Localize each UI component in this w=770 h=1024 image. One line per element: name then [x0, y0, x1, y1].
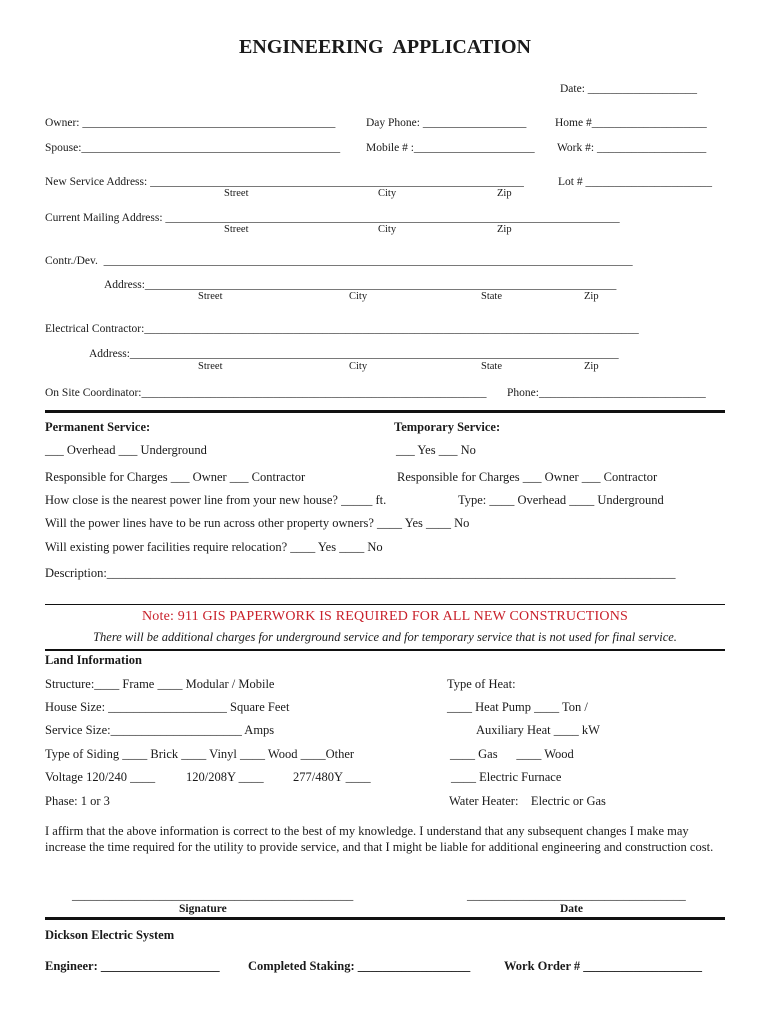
- voltage-277-480-field[interactable]: 277/480Y ____: [293, 770, 371, 784]
- home-phone-field[interactable]: Home #____________________: [555, 117, 707, 129]
- land-information-heading: Land Information: [45, 653, 142, 667]
- city-sublabel: City: [378, 188, 397, 199]
- street-sublabel: Street: [198, 361, 223, 372]
- section-divider: [45, 410, 725, 413]
- temporary-service-heading: Temporary Service:: [394, 420, 501, 434]
- gis-paperwork-note: Note: 911 GIS PAPERWORK IS REQUIRED FOR ALL NEW CONSTRUCTIONS: [141, 609, 629, 624]
- description-line: [45, 604, 725, 605]
- phase-field[interactable]: Phase: 1 or 3: [45, 794, 110, 808]
- lot-field[interactable]: Lot # ______________________: [558, 176, 712, 188]
- city-sublabel: City: [378, 224, 397, 235]
- owner-field[interactable]: Owner: ____________________________________________: [45, 117, 336, 129]
- contractor-developer-field[interactable]: Contr./Dev. ____________________________________________________________________________________________: [45, 255, 633, 267]
- zip-sublabel: Zip: [497, 188, 512, 199]
- voltage-120-208-field[interactable]: 120/208Y ____: [186, 770, 264, 784]
- siding-type-field[interactable]: Type of Siding ____ Brick ____ Vinyl ____ Wood ____Other: [45, 747, 355, 761]
- street-sublabel: Street: [224, 224, 249, 235]
- service-size-field[interactable]: Service Size:_____________________ Amps: [45, 723, 275, 737]
- mailing-address-field[interactable]: Current Mailing Address: _______________________________________________________________________________: [45, 212, 620, 224]
- temporary-type[interactable]: Type: ____ Overhead ____ Underground: [458, 493, 664, 507]
- voltage-120-240-field[interactable]: Voltage 120/240 ____: [45, 770, 156, 784]
- state-sublabel: State: [481, 291, 502, 302]
- heat-type-label: Type of Heat:: [447, 677, 516, 691]
- temporary-yes-no[interactable]: ___ Yes ___ No: [396, 443, 476, 457]
- signature-line[interactable]: _____________________________________________: [72, 888, 354, 902]
- mobile-field[interactable]: Mobile # :_____________________: [366, 142, 535, 154]
- electrical-address-field[interactable]: Address:_____________________________________________________________________________________: [89, 348, 619, 360]
- date-field[interactable]: Date: ___________________: [560, 83, 698, 95]
- electric-furnace-field[interactable]: ____ Electric Furnace: [451, 770, 562, 784]
- new-service-address-field[interactable]: New Service Address: _________________________________________________________________: [45, 176, 524, 188]
- contractor-address-field[interactable]: Address:__________________________________________________________________________________: [104, 279, 617, 291]
- day-phone-field[interactable]: Day Phone: __________________: [366, 117, 527, 129]
- zip-sublabel: Zip: [497, 224, 512, 235]
- engineer-field[interactable]: Engineer: ___________________: [45, 959, 220, 973]
- relocation-question[interactable]: Will existing power facilities require relocation? ____ Yes ____ No: [45, 540, 383, 554]
- section-divider: [45, 917, 725, 920]
- street-sublabel: Street: [198, 291, 223, 302]
- temporary-charges[interactable]: Responsible for Charges ___ Owner ___ Contractor: [397, 470, 658, 484]
- affirmation-text: I affirm that the above information is correct to the best of my knowledge. I understand that any subsequent changes I make may increase the time required for the utility to provide service, and that I might be liable for additional engineering and construction cost.: [45, 824, 714, 854]
- zip-sublabel: Zip: [584, 291, 599, 302]
- heat-pump-field[interactable]: ____ Heat Pump ____ Ton /: [447, 700, 588, 714]
- structure-field[interactable]: Structure:____ Frame ____ Modular / Mobile: [45, 677, 275, 691]
- auxiliary-heat-field[interactable]: Auxiliary Heat ____ kW: [476, 723, 600, 737]
- site-phone-field[interactable]: Phone:_____________________________: [507, 387, 706, 399]
- date-line[interactable]: ___________________________________: [467, 888, 686, 902]
- electrical-contractor-field[interactable]: Electrical Contractor:______________________________________________________________________________________: [45, 323, 639, 335]
- state-sublabel: State: [481, 361, 502, 372]
- permanent-service-type[interactable]: ___ Overhead ___ Underground: [45, 443, 207, 457]
- completed-staking-field[interactable]: Completed Staking: __________________: [248, 959, 471, 973]
- signature-label: Signature: [179, 903, 227, 915]
- description-field[interactable]: Description:___________________________________________________________________________________________: [45, 566, 676, 580]
- page-title: ENGINEERING APPLICATION: [239, 36, 531, 58]
- house-size-field[interactable]: House Size: ___________________ Square Feet: [45, 700, 290, 714]
- date-label: Date: [560, 903, 583, 915]
- spouse-field[interactable]: Spouse:_____________________________________________: [45, 142, 341, 154]
- office-use-heading: Dickson Electric System: [45, 928, 175, 942]
- power-line-distance[interactable]: How close is the nearest power line from your new house? _____ ft.: [45, 493, 387, 507]
- section-divider: [45, 649, 725, 651]
- city-sublabel: City: [349, 361, 368, 372]
- zip-sublabel: Zip: [584, 361, 599, 372]
- permanent-service-heading: Permanent Service:: [45, 420, 151, 434]
- property-crossing-question[interactable]: Will the power lines have to be run across other property owners? ____ Yes ____ No: [45, 516, 470, 530]
- water-heater-field[interactable]: Water Heater: Electric or Gas: [449, 794, 606, 808]
- city-sublabel: City: [349, 291, 368, 302]
- street-sublabel: Street: [224, 188, 249, 199]
- work-order-field[interactable]: Work Order # ___________________: [504, 959, 703, 973]
- permanent-charges[interactable]: Responsible for Charges ___ Owner ___ Contractor: [45, 470, 306, 484]
- gas-wood-field[interactable]: ____ Gas ____ Wood: [450, 747, 574, 761]
- site-coordinator-field[interactable]: On Site Coordinator:____________________________________________________________: [45, 387, 487, 399]
- additional-charges-note: There will be additional charges for underground service and for temporary service that is not used for final service.: [93, 630, 677, 644]
- work-phone-field[interactable]: Work #: ___________________: [557, 142, 707, 154]
